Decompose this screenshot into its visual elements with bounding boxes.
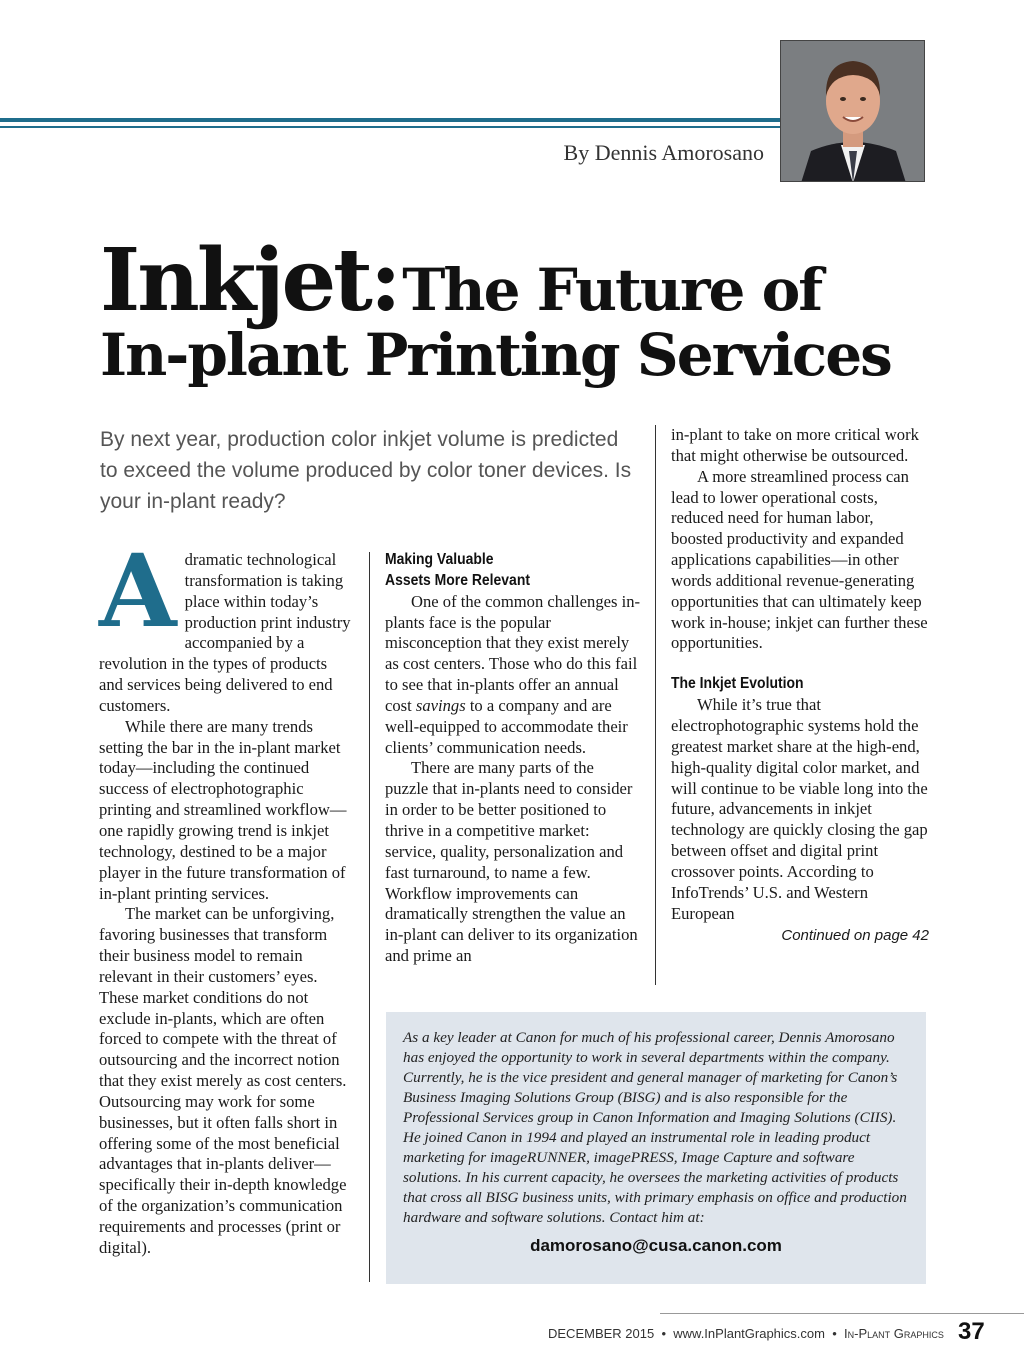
col2-paragraph-2: There are many parts of the puzzle that in-plants need to consider in order to be better positioned to thrive in a competitive market: service, quality, personalization and fast turnaround, to name a few. Workflow improvements can dramatically strengthen the value an in-plant can deliver to its organization and prime an xyxy=(385,758,638,966)
author-bio-box xyxy=(386,1012,926,1284)
author-photo xyxy=(780,40,925,182)
col3-paragraph-0: in-plant to take on more critical work that might otherwise be outsourced. xyxy=(671,425,919,465)
column-divider-2 xyxy=(655,425,656,985)
col3-paragraph-1: A more streamlined process can lead to lower operational costs, reduced need for human labor, boosted productivity and expanded applications capabilities—in other words additional revenue-generating opportunities that can ultimately keep work in-house; inkjet can further these opportunities. xyxy=(671,466,928,653)
article-title xyxy=(100,230,980,389)
emphasis-savings: savings xyxy=(415,695,466,715)
author-email-link[interactable]: damorosano@cusa.canon.com xyxy=(530,1236,782,1255)
article-deck: By next year, production color inkjet volume is predicted to exceed the volume produced by color toner devices. Is your in-plant ready? xyxy=(100,428,632,513)
title-rest-line1: The Future of xyxy=(402,256,822,324)
col1-paragraph-1: dramatic technological transformation is taking place within today’s production print industry accompanied by a revolution in the types of products and services being delivered to end customers. xyxy=(99,550,351,715)
footer-rule xyxy=(660,1313,1024,1314)
column-divider-1 xyxy=(369,552,370,1282)
col1-paragraph-3: The market can be unforgiving, favoring businesses that transform their business model to remain relevant in their customers’ eyes. These market conditions do not exclude in-plants, which are often forced to compete with the threat of outsourcing and the incorrect notion that they exist merely as cost centers. Outsourcing may work for some businesses, but it often falls short in offering some of the most beneficial advantages that in-plants deliver—specifically their in-depth knowledge of the organization’s communication requirements and processes (print or digital). xyxy=(99,904,347,1257)
author-portrait-icon xyxy=(781,41,925,182)
title-main: Inkjet: xyxy=(100,230,399,331)
page-number: 37 xyxy=(958,1318,985,1345)
footer-separator: • xyxy=(661,1326,667,1341)
continued-note: Continued on page 42 xyxy=(781,927,929,945)
footer-url[interactable]: www.InPlantGraphics.com xyxy=(673,1326,825,1341)
section-heading-1b: Assets More Relevant xyxy=(385,571,530,589)
dropcap: A xyxy=(99,532,177,650)
byline: By Dennis Amorosano xyxy=(563,140,764,165)
col3-paragraph-2: While it’s true that electrophotographic systems hold the greatest market share at the high-end, high-quality digital color market, and will continue to be viable long into the future, advancements in inkjet technology are quickly closing the gap between offset and digital print crossover points. According to InfoTrends’ U.S. and Western European xyxy=(671,695,928,923)
column-3 xyxy=(671,425,929,947)
footer-publication: In-Plant Graphics xyxy=(844,1326,944,1341)
title-rest-line2: In-plant Printing Services xyxy=(100,321,891,389)
column-2 xyxy=(385,550,640,967)
author-bio-text: As a key leader at Canon for much of his professional career, Dennis Amorosano has enjoyed the opportunity to work in several departments within the company. Currently, he is the vice president and general manager of marketing for Canon’s Business Imaging Solutions Group (BISG) and is also responsible for the Professional Services group in Canon Information and Imaging Solutions (CIIS). He joined Canon in 1994 and played an instrumental role in leading product marketing for imageRUNNER, imagePRESS, Image Capture and software solutions. In his current capacity, he oversees the marketing activities of products that cross all BISG business units, with primary emphasis on office and production hardware and software solutions. Contact him at: xyxy=(403,1029,907,1226)
column-1 xyxy=(99,532,352,1259)
col1-paragraph-2: While there are many trends setting the bar in the in-plant market today—including the continued success of electrophotographic printing and streamlined workflow—one rapidly growing trend is inkjet technology, destined to be a major player in the future transformation of in-plant printing services. xyxy=(99,716,347,903)
header-rule-thick xyxy=(0,118,781,122)
header-rule-thin xyxy=(0,126,781,128)
col2-paragraph-1: One of the common challenges in-plants face is the popular misconception that they exist merely as cost centers. Those who do this fail to see that in-plants offer an annual cost savings to a company and are well-equipped to accommodate their clients’ communication needs. xyxy=(385,591,641,757)
footer xyxy=(548,1326,958,1341)
section-heading-1a: Making Valuable xyxy=(385,551,494,568)
footer-date: DECEMBER 2015 xyxy=(548,1326,655,1341)
section-heading-2: The Inkjet Evolution xyxy=(671,675,804,693)
footer-separator: • xyxy=(832,1326,837,1341)
